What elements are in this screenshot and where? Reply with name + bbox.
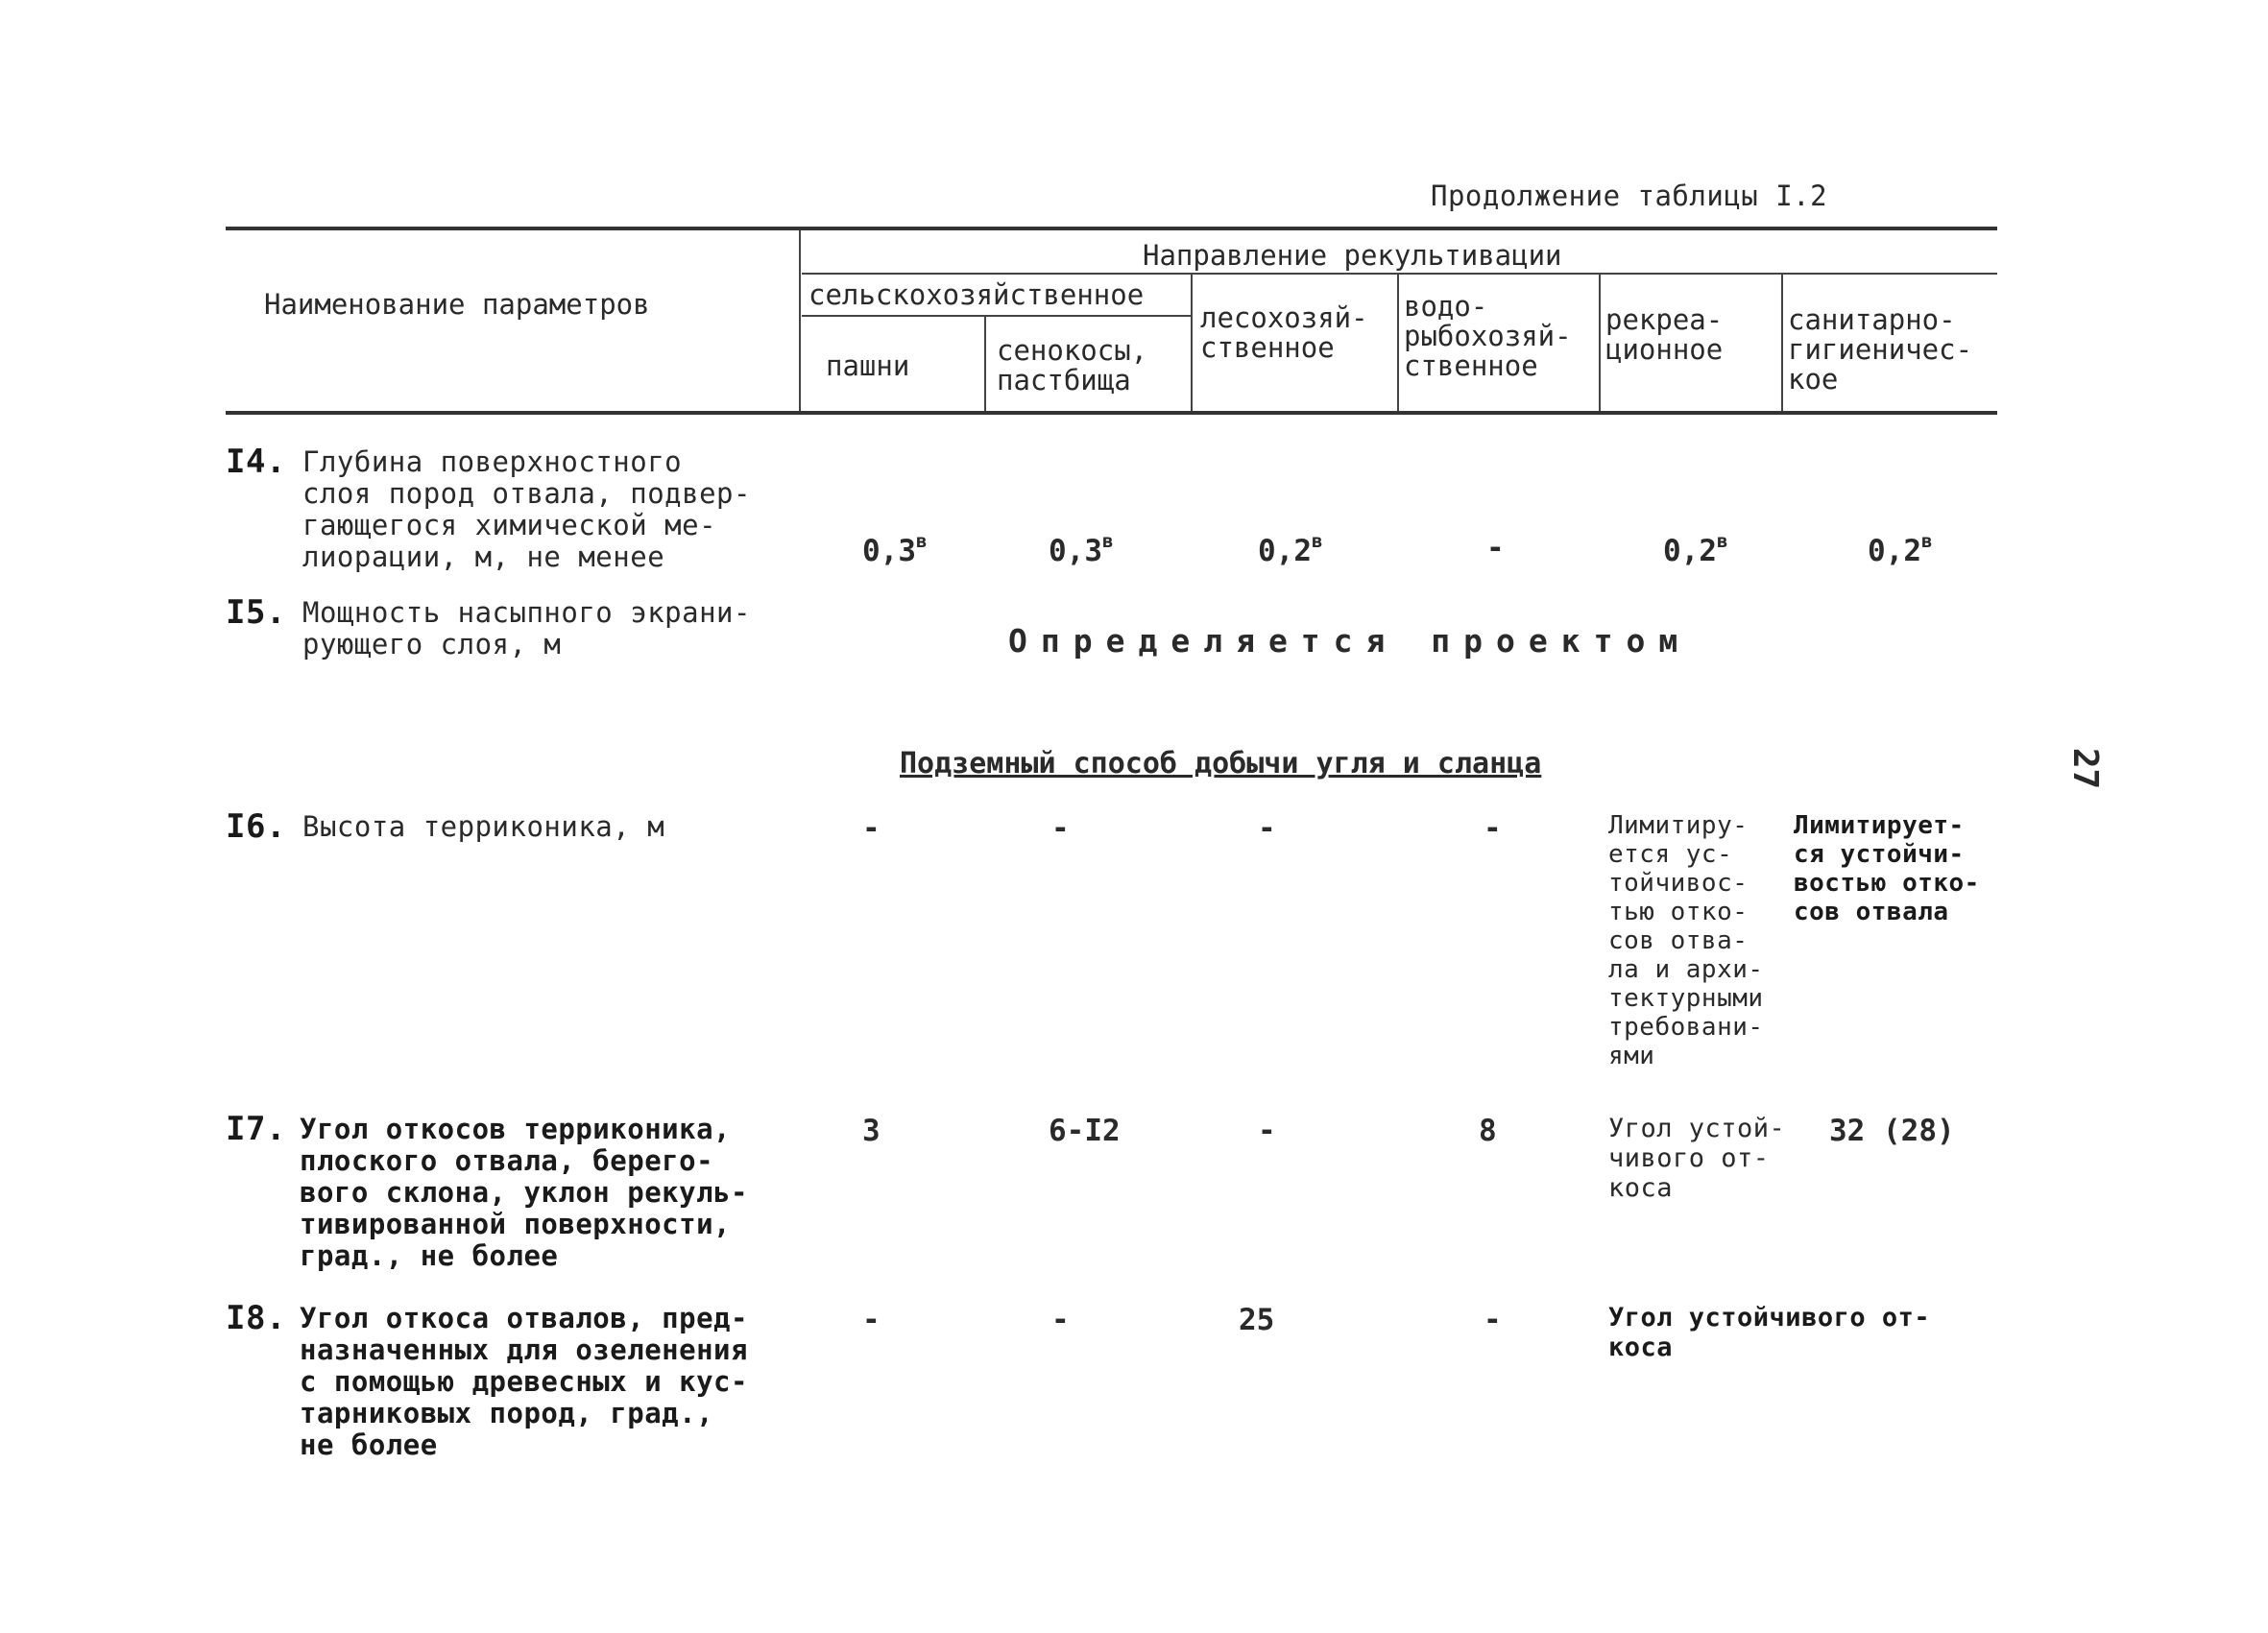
- header-top-rule: [226, 227, 1997, 230]
- header-group: Направление рекультивации: [1143, 239, 1562, 272]
- table-caption: Продолжение таблицы I.2: [1431, 180, 1828, 212]
- section-heading: Подземный способ добычи угля и сланца: [900, 747, 1542, 780]
- header-water: водо- рыбохозяй- ственное: [1404, 290, 1572, 382]
- group-under-rule: [802, 273, 1997, 275]
- row14-water: -: [1486, 531, 1505, 565]
- row18-name: Угол откоса отвалов, пред- назначенных для озеленения с помощью древесных и кус- тарниковых пород, град., не более: [300, 1302, 748, 1461]
- agri-under-rule: [802, 315, 1191, 317]
- row15-number: I5.: [226, 593, 286, 632]
- divider-recr: [1781, 275, 1783, 411]
- row14-sanit: $0,2^в$: [1868, 531, 1933, 568]
- header-forest: лесохозяй- ственное: [1200, 301, 1368, 364]
- row15-name: Мощность насыпного экрани- рующего слоя, м: [302, 596, 751, 660]
- header-param-col: Наименование параметров: [264, 288, 650, 321]
- row18-water: -: [1484, 1303, 1502, 1337]
- header-agri: сельскохозяйственное: [808, 278, 1145, 311]
- row18-arable: -: [862, 1303, 881, 1337]
- row14-number: I4.: [226, 443, 286, 481]
- row17-hay: 6-I2: [1049, 1114, 1121, 1148]
- row17-number: I7.: [226, 1110, 286, 1148]
- row17-arable: 3: [862, 1114, 881, 1148]
- row16-hay: -: [1051, 811, 1070, 846]
- row17-name: Угол откосов терриконика, плоского отвала, берего- вого склона, уклон рекуль- тивированной поверхности, град., не более: [300, 1113, 748, 1272]
- header-arable: пашни: [826, 349, 910, 382]
- page-number: 27: [2065, 747, 2106, 790]
- row14-arable: $0,3^в$: [862, 531, 928, 568]
- divider-forest: [1397, 275, 1399, 411]
- row17-recr: Угол устой- чивого от- коса: [1608, 1114, 1786, 1203]
- row14-forest: $0,2^в$: [1258, 531, 1323, 568]
- header-recr: рекреа- ционное: [1605, 303, 1724, 366]
- row16-forest: -: [1258, 811, 1276, 846]
- divider-param: [799, 230, 801, 411]
- row16-sanit: Лимитирует- ся устойчи- востью отко- сов отвала: [1794, 811, 1980, 926]
- row17-forest: -: [1258, 1114, 1276, 1148]
- row18-number: I8.: [226, 1299, 286, 1337]
- divider-hay: [1191, 275, 1193, 411]
- row16-number: I6.: [226, 807, 286, 846]
- row15-span-value: Определяется проектом: [1008, 622, 1692, 660]
- row16-name: Высота терриконика, м: [302, 810, 665, 843]
- header-bottom-rule: [226, 411, 1997, 415]
- row16-recr: Лимитиру- ется ус- тойчивос- тью отко- сов отва- ла и архи- тектурными требовани- ями: [1608, 811, 1764, 1070]
- row17-water: 8: [1479, 1114, 1497, 1148]
- row14-recr: $0,2^в$: [1663, 531, 1728, 568]
- divider-arable: [984, 317, 986, 411]
- row18-hay: -: [1051, 1303, 1070, 1337]
- header-sanit: санитарно- гигиеничес- кое: [1788, 303, 1973, 396]
- divider-water: [1599, 275, 1601, 411]
- row18-forest: 25: [1239, 1303, 1275, 1337]
- header-hay: сенокосы, пастбища: [997, 334, 1148, 396]
- row14-name: Глубина поверхностного слоя пород отвала, подвер- гающегося химической ме- лиорации, м, не менее: [302, 445, 751, 573]
- row17-sanit: 32 (28): [1829, 1114, 1955, 1148]
- row16-arable: -: [862, 811, 881, 846]
- row16-water: -: [1484, 811, 1502, 846]
- row18-recr-sanit: Угол устойчивого от- коса: [1608, 1303, 1931, 1362]
- row14-hay: $0,3^в$: [1049, 531, 1114, 568]
